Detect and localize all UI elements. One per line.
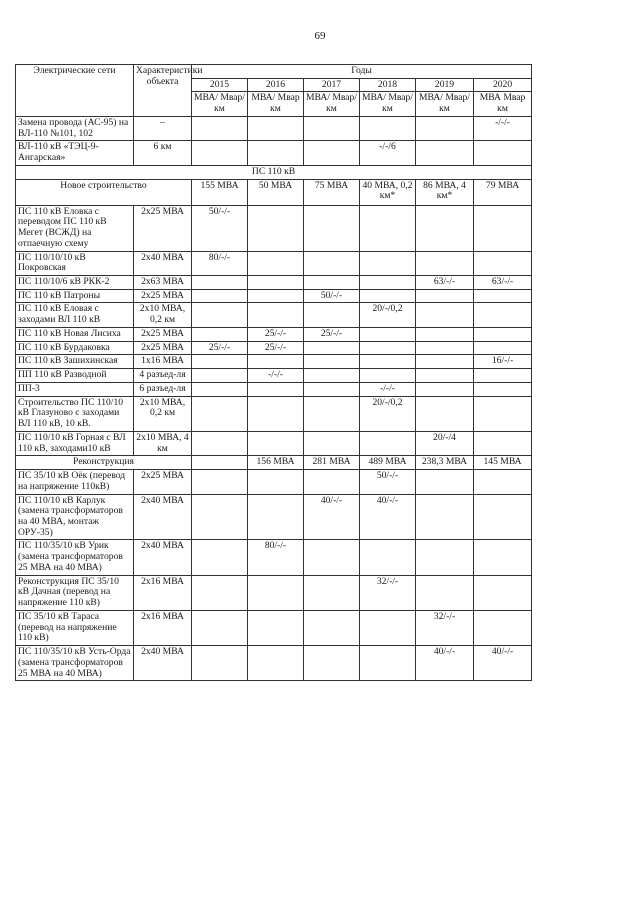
row-characteristics: 2х16 МВА bbox=[134, 575, 192, 610]
summary-value: 50 МВА bbox=[248, 179, 304, 205]
row-value bbox=[474, 494, 532, 540]
investment-table bbox=[15, 64, 532, 681]
row-name: Реконструкция ПС 35/10 кВ Дачная (перевод на напряжение 110 кВ) bbox=[16, 575, 134, 610]
row-value bbox=[474, 575, 532, 610]
row-characteristics: 2х10 МВА, 4 км bbox=[134, 431, 192, 455]
row-value bbox=[304, 575, 360, 610]
row-value bbox=[304, 341, 360, 355]
row-value bbox=[192, 355, 248, 369]
row-name: ПС 35/10 кВ Оёк (перевод на напряжение 110кВ) bbox=[16, 470, 134, 494]
row-value bbox=[474, 396, 532, 431]
row-value bbox=[248, 431, 304, 455]
row-value bbox=[192, 116, 248, 140]
row-value bbox=[192, 289, 248, 303]
summary-value: 40 МВА, 0,2 км* bbox=[360, 179, 416, 205]
row-value bbox=[248, 141, 304, 165]
row-name: ПП 110 кВ Разводной bbox=[16, 369, 134, 383]
reconstruction-row bbox=[16, 456, 532, 470]
row-characteristics: 2х25 МВА bbox=[134, 327, 192, 341]
table-body bbox=[16, 116, 532, 680]
row-value bbox=[304, 396, 360, 431]
year-header: 2016 bbox=[248, 78, 304, 92]
row-name: ПС 110 кВ Еловая с заходами ВЛ 110 кВ bbox=[16, 303, 134, 327]
row-value bbox=[474, 141, 532, 165]
row-value bbox=[248, 494, 304, 540]
row-name: ПС 110 кВ Бурдаковка bbox=[16, 341, 134, 355]
row-value bbox=[248, 289, 304, 303]
row-value bbox=[248, 575, 304, 610]
row-value bbox=[416, 205, 474, 251]
row-value: 32/-/- bbox=[360, 575, 416, 610]
table-row bbox=[16, 141, 532, 165]
summary-value: 281 МВА bbox=[304, 456, 360, 470]
row-value: 16/-/- bbox=[474, 355, 532, 369]
row-value bbox=[304, 251, 360, 275]
row-value bbox=[360, 205, 416, 251]
row-value bbox=[474, 289, 532, 303]
header-years: Годы bbox=[192, 65, 532, 79]
row-value bbox=[192, 382, 248, 396]
row-characteristics: 2х16 МВА bbox=[134, 610, 192, 645]
row-name: ПС 110/10 кВ Карлук (замена трансформаторов на 40 МВА, монтаж ОРУ-35) bbox=[16, 494, 134, 540]
row-value bbox=[192, 303, 248, 327]
row-name: ПС 110/35/10 кВ Урик (замена трансформаторов 25 МВА на 40 МВА) bbox=[16, 540, 134, 575]
row-characteristics: 1х16 МВА bbox=[134, 355, 192, 369]
row-value bbox=[304, 382, 360, 396]
row-characteristics: 2х25 МВА bbox=[134, 470, 192, 494]
row-value bbox=[360, 610, 416, 645]
row-value bbox=[192, 431, 248, 455]
row-value bbox=[304, 116, 360, 140]
row-characteristics: 2х40 МВА bbox=[134, 251, 192, 275]
row-value bbox=[360, 431, 416, 455]
row-value bbox=[248, 276, 304, 290]
row-characteristics: 6 разъед-ля bbox=[134, 382, 192, 396]
row-value bbox=[192, 470, 248, 494]
row-value bbox=[360, 341, 416, 355]
row-value bbox=[416, 540, 474, 575]
row-name: ПС 110/35/10 кВ Усть-Орда (замена трансформаторов 25 МВА на 40 МВА) bbox=[16, 646, 134, 681]
row-value bbox=[360, 369, 416, 383]
row-characteristics: 2х25 МВА bbox=[134, 289, 192, 303]
table-row bbox=[16, 382, 532, 396]
unit-header: МВА/ Мвар км bbox=[248, 92, 304, 116]
row-name: ПС 110/10/10 кВ Покровская bbox=[16, 251, 134, 275]
header-characteristics: Характеристики объекта bbox=[134, 65, 192, 117]
table-row bbox=[16, 494, 532, 540]
row-value bbox=[360, 251, 416, 275]
row-value bbox=[248, 646, 304, 681]
row-value: 80/-/- bbox=[248, 540, 304, 575]
row-value bbox=[248, 116, 304, 140]
table-row bbox=[16, 205, 532, 251]
row-characteristics: 2х25 МВА bbox=[134, 341, 192, 355]
unit-header: МВА/ Мвар/км bbox=[360, 92, 416, 116]
row-name: ВЛ-110 кВ «ТЭЦ-9-Ангарская» bbox=[16, 141, 134, 165]
unit-header: МВА/ Мвар/км bbox=[192, 92, 248, 116]
row-name: ПС 35/10 кВ Тараса (перевод на напряжение 110 кВ) bbox=[16, 610, 134, 645]
row-value bbox=[474, 431, 532, 455]
table-row bbox=[16, 341, 532, 355]
year-header: 2018 bbox=[360, 78, 416, 92]
summary-value: 145 МВА bbox=[474, 456, 532, 470]
row-value bbox=[304, 303, 360, 327]
year-header: 2019 bbox=[416, 78, 474, 92]
row-value: 20/-/4 bbox=[416, 431, 474, 455]
row-value bbox=[248, 382, 304, 396]
row-value bbox=[248, 396, 304, 431]
row-value bbox=[304, 610, 360, 645]
section-title: ПС 110 кВ bbox=[16, 165, 532, 179]
row-characteristics: 2х10 МВА, 0,2 км bbox=[134, 303, 192, 327]
row-value bbox=[192, 646, 248, 681]
row-value: 20/-/0,2 bbox=[360, 396, 416, 431]
row-characteristics: 2х25 МВА bbox=[134, 205, 192, 251]
new-construction-row bbox=[16, 179, 532, 205]
table-row bbox=[16, 116, 532, 140]
row-value bbox=[474, 327, 532, 341]
row-value bbox=[416, 251, 474, 275]
summary-value bbox=[192, 456, 248, 470]
row-value: 40/-/- bbox=[474, 646, 532, 681]
row-characteristics: 2х40 МВА bbox=[134, 494, 192, 540]
row-value: 63/-/- bbox=[474, 276, 532, 290]
row-value: -/-/6 bbox=[360, 141, 416, 165]
row-value: 25/-/- bbox=[304, 327, 360, 341]
row-value bbox=[474, 540, 532, 575]
row-value bbox=[304, 369, 360, 383]
table-row bbox=[16, 470, 532, 494]
summary-value: 156 МВА bbox=[248, 456, 304, 470]
row-value bbox=[474, 369, 532, 383]
row-value bbox=[416, 341, 474, 355]
row-characteristics: 6 км bbox=[134, 141, 192, 165]
summary-value: 79 МВА bbox=[474, 179, 532, 205]
row-value bbox=[416, 327, 474, 341]
row-value bbox=[474, 205, 532, 251]
row-value bbox=[416, 355, 474, 369]
row-value: 50/-/- bbox=[192, 205, 248, 251]
row-value bbox=[360, 289, 416, 303]
row-name: ПС 110/10/6 кВ РКК-2 bbox=[16, 276, 134, 290]
year-header: 2015 bbox=[192, 78, 248, 92]
row-value: 25/-/- bbox=[248, 327, 304, 341]
table-row bbox=[16, 540, 532, 575]
row-value bbox=[304, 276, 360, 290]
row-value bbox=[248, 610, 304, 645]
row-value bbox=[248, 303, 304, 327]
header-network: Электрические сети bbox=[16, 65, 134, 117]
row-value bbox=[304, 540, 360, 575]
row-value bbox=[192, 141, 248, 165]
summary-value: 75 МВА bbox=[304, 179, 360, 205]
row-value bbox=[360, 646, 416, 681]
row-value bbox=[248, 251, 304, 275]
summary-label: Реконструкция bbox=[16, 456, 192, 470]
table-row bbox=[16, 355, 532, 369]
row-name: ПС 110 кВ Зашихинская bbox=[16, 355, 134, 369]
row-value bbox=[474, 341, 532, 355]
row-characteristics: – bbox=[134, 116, 192, 140]
row-value bbox=[416, 396, 474, 431]
row-value: -/-/- bbox=[474, 116, 532, 140]
row-value bbox=[474, 470, 532, 494]
row-value: 40/-/- bbox=[416, 646, 474, 681]
row-value: 25/-/- bbox=[192, 341, 248, 355]
table-row bbox=[16, 369, 532, 383]
row-name: Строительство ПС 110/10 кВ Глазуново с заходами ВЛ 110 кВ, 10 кВ. bbox=[16, 396, 134, 431]
unit-header: МВА Мвар км bbox=[474, 92, 532, 116]
unit-header: МВА/ Мвар/км bbox=[304, 92, 360, 116]
row-value bbox=[192, 494, 248, 540]
page-number: 69 bbox=[314, 30, 326, 42]
row-value bbox=[192, 540, 248, 575]
row-value bbox=[416, 575, 474, 610]
table-row bbox=[16, 646, 532, 681]
table-row bbox=[16, 303, 532, 327]
row-value bbox=[192, 327, 248, 341]
row-value: -/-/- bbox=[248, 369, 304, 383]
row-value bbox=[192, 369, 248, 383]
row-value bbox=[192, 396, 248, 431]
section-row bbox=[16, 165, 532, 179]
row-name: ПС 110 кВ Еловка с переводом ПС 110 кВ Мегет (ВСЖД) на отпаечную схему bbox=[16, 205, 134, 251]
row-value bbox=[360, 116, 416, 140]
row-characteristics: 2х63 МВА bbox=[134, 276, 192, 290]
row-value: 80/-/- bbox=[192, 251, 248, 275]
row-value bbox=[360, 276, 416, 290]
row-value: 20/-/0,2 bbox=[360, 303, 416, 327]
row-value bbox=[416, 303, 474, 327]
row-value bbox=[474, 303, 532, 327]
row-value bbox=[304, 205, 360, 251]
row-name: ПС 110 кВ Патроны bbox=[16, 289, 134, 303]
row-value bbox=[248, 470, 304, 494]
table-row bbox=[16, 276, 532, 290]
row-value bbox=[304, 431, 360, 455]
table-row bbox=[16, 610, 532, 645]
row-value bbox=[474, 610, 532, 645]
row-value bbox=[304, 470, 360, 494]
row-value bbox=[360, 355, 416, 369]
row-value bbox=[416, 470, 474, 494]
row-value: 50/-/- bbox=[304, 289, 360, 303]
row-value bbox=[304, 355, 360, 369]
row-value bbox=[474, 382, 532, 396]
table-row bbox=[16, 327, 532, 341]
row-characteristics: 2х40 МВА bbox=[134, 646, 192, 681]
row-value: -/-/- bbox=[360, 382, 416, 396]
table-row bbox=[16, 289, 532, 303]
row-value bbox=[416, 289, 474, 303]
year-header: 2020 bbox=[474, 78, 532, 92]
year-header: 2017 bbox=[304, 78, 360, 92]
row-characteristics: 2х40 МВА bbox=[134, 540, 192, 575]
row-value bbox=[416, 494, 474, 540]
table-row bbox=[16, 575, 532, 610]
row-name: ПС 110/10 кВ Горная с ВЛ 110 кВ, заходами10 кВ bbox=[16, 431, 134, 455]
row-value bbox=[248, 355, 304, 369]
row-value: 63/-/- bbox=[416, 276, 474, 290]
row-name: ПП-3 bbox=[16, 382, 134, 396]
unit-header: МВА/ Мвар/км bbox=[416, 92, 474, 116]
table-row bbox=[16, 431, 532, 455]
row-value bbox=[304, 646, 360, 681]
summary-value: 155 МВА bbox=[192, 179, 248, 205]
row-value: 25/-/- bbox=[248, 341, 304, 355]
row-characteristics: 2х10 МВА, 0,2 км bbox=[134, 396, 192, 431]
summary-value: 238,3 МВА bbox=[416, 456, 474, 470]
table-row bbox=[16, 396, 532, 431]
row-value: 40/-/- bbox=[304, 494, 360, 540]
row-value bbox=[248, 205, 304, 251]
row-value bbox=[474, 251, 532, 275]
row-value bbox=[192, 575, 248, 610]
row-value: 50/-/- bbox=[360, 470, 416, 494]
row-name: ПС 110 кВ Новая Лисиха bbox=[16, 327, 134, 341]
row-value bbox=[416, 141, 474, 165]
table-row bbox=[16, 251, 532, 275]
row-value bbox=[416, 382, 474, 396]
row-value bbox=[192, 610, 248, 645]
row-characteristics: 4 разъед-ля bbox=[134, 369, 192, 383]
row-name: Замена провода (АС-95) на ВЛ-110 №101, 102 bbox=[16, 116, 134, 140]
row-value bbox=[360, 540, 416, 575]
summary-value: 86 МВА, 4 км* bbox=[416, 179, 474, 205]
row-value bbox=[192, 276, 248, 290]
row-value bbox=[416, 116, 474, 140]
row-value: 32/-/- bbox=[416, 610, 474, 645]
row-value: 40/-/- bbox=[360, 494, 416, 540]
row-value bbox=[360, 327, 416, 341]
row-value bbox=[304, 141, 360, 165]
summary-label: Новое строительство bbox=[16, 179, 192, 205]
row-value bbox=[416, 369, 474, 383]
summary-value: 489 МВА bbox=[360, 456, 416, 470]
